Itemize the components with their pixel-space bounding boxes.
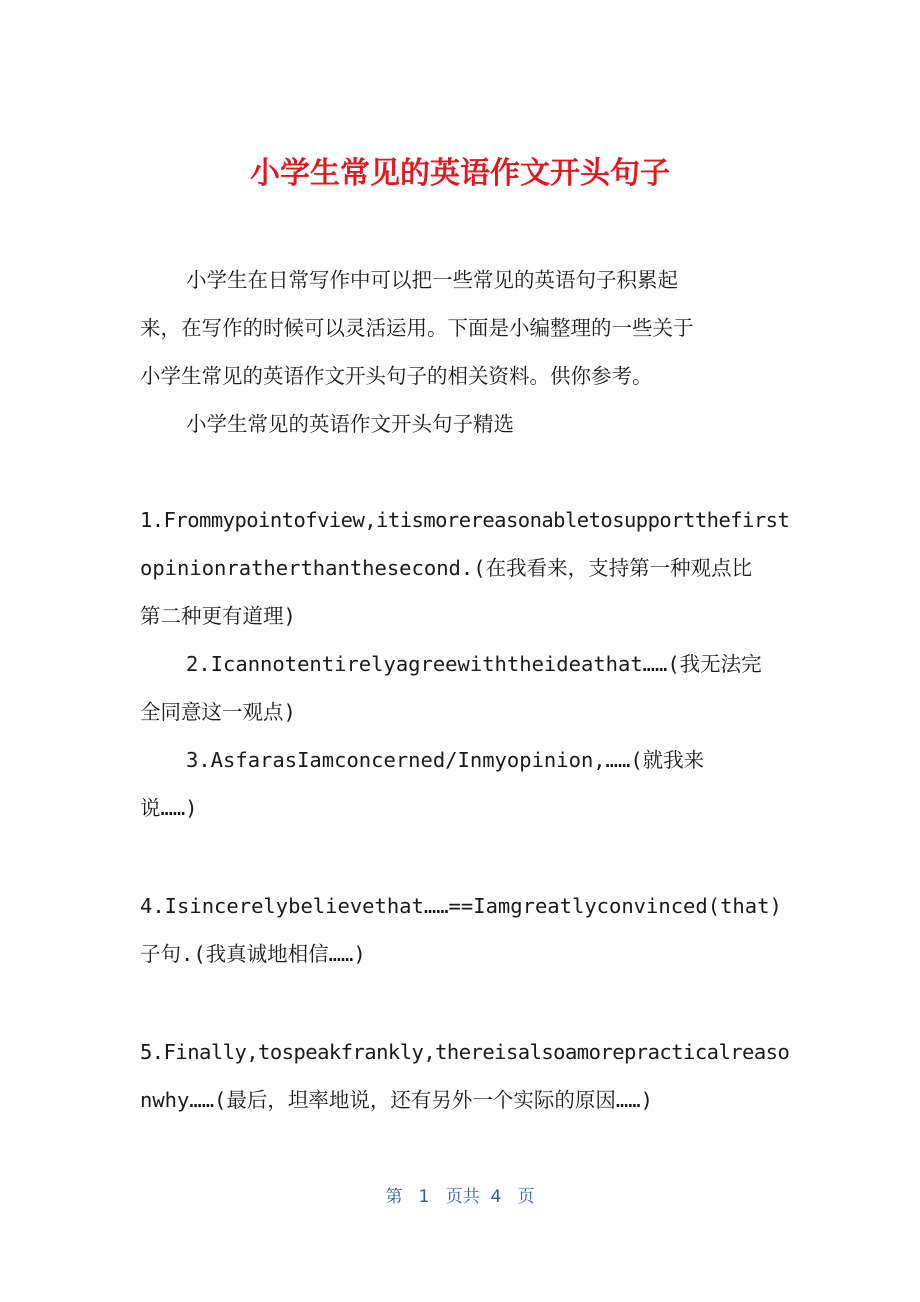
- list-item-line: 第二种更有道理): [140, 604, 296, 628]
- list-item-line: nwhy……(最后，坦率地说，还有另外一个实际的原因……): [140, 1088, 653, 1112]
- document-title: 小学生常见的英语作文开头句子: [250, 156, 670, 191]
- page-footer: [0, 1182, 920, 1207]
- intro-line: 小学生在日常写作中可以把一些常见的英语句子积累起: [186, 268, 678, 292]
- list-item-line: 子句.(我真诚地相信……): [140, 942, 366, 966]
- intro-line: 小学生常见的英语作文开头句子的相关资料。供你参考。: [140, 364, 653, 388]
- list-item-line: opinionratherthanthesecond.(在我看来，支持第一种观点比: [140, 556, 753, 580]
- footer-middle: 页共: [445, 1187, 480, 1207]
- list-item-line: 3.AsfarasIamconcerned/Inmyopinion,……(就我来: [186, 748, 705, 772]
- current-page-number: 1: [418, 1187, 430, 1207]
- list-item-line: 说……): [140, 796, 198, 820]
- footer-suffix: 页: [517, 1187, 535, 1207]
- list-item-line: 2.Icannotentirelyagreewiththeideathat……(我无法完: [186, 652, 762, 676]
- total-pages-number: 4: [490, 1187, 502, 1207]
- list-item-line: 4.Isincerelybelievethat……==Iamgreatlyconvinced(that): [140, 894, 782, 918]
- section-subheading: 小学生常见的英语作文开头句子精选: [186, 412, 514, 436]
- list-item-line: 全同意这一观点): [140, 700, 296, 724]
- list-item-line: 1.Frommypointofview,itismorereasonabletosupportthefirst: [140, 508, 790, 532]
- footer-prefix: 第: [385, 1187, 403, 1207]
- list-item-line: 5.Finally,tospeakfrankly,thereisalsoamorepracticalreaso: [140, 1040, 790, 1064]
- intro-line: 来，在写作的时候可以灵活运用。下面是小编整理的一些关于: [140, 316, 694, 340]
